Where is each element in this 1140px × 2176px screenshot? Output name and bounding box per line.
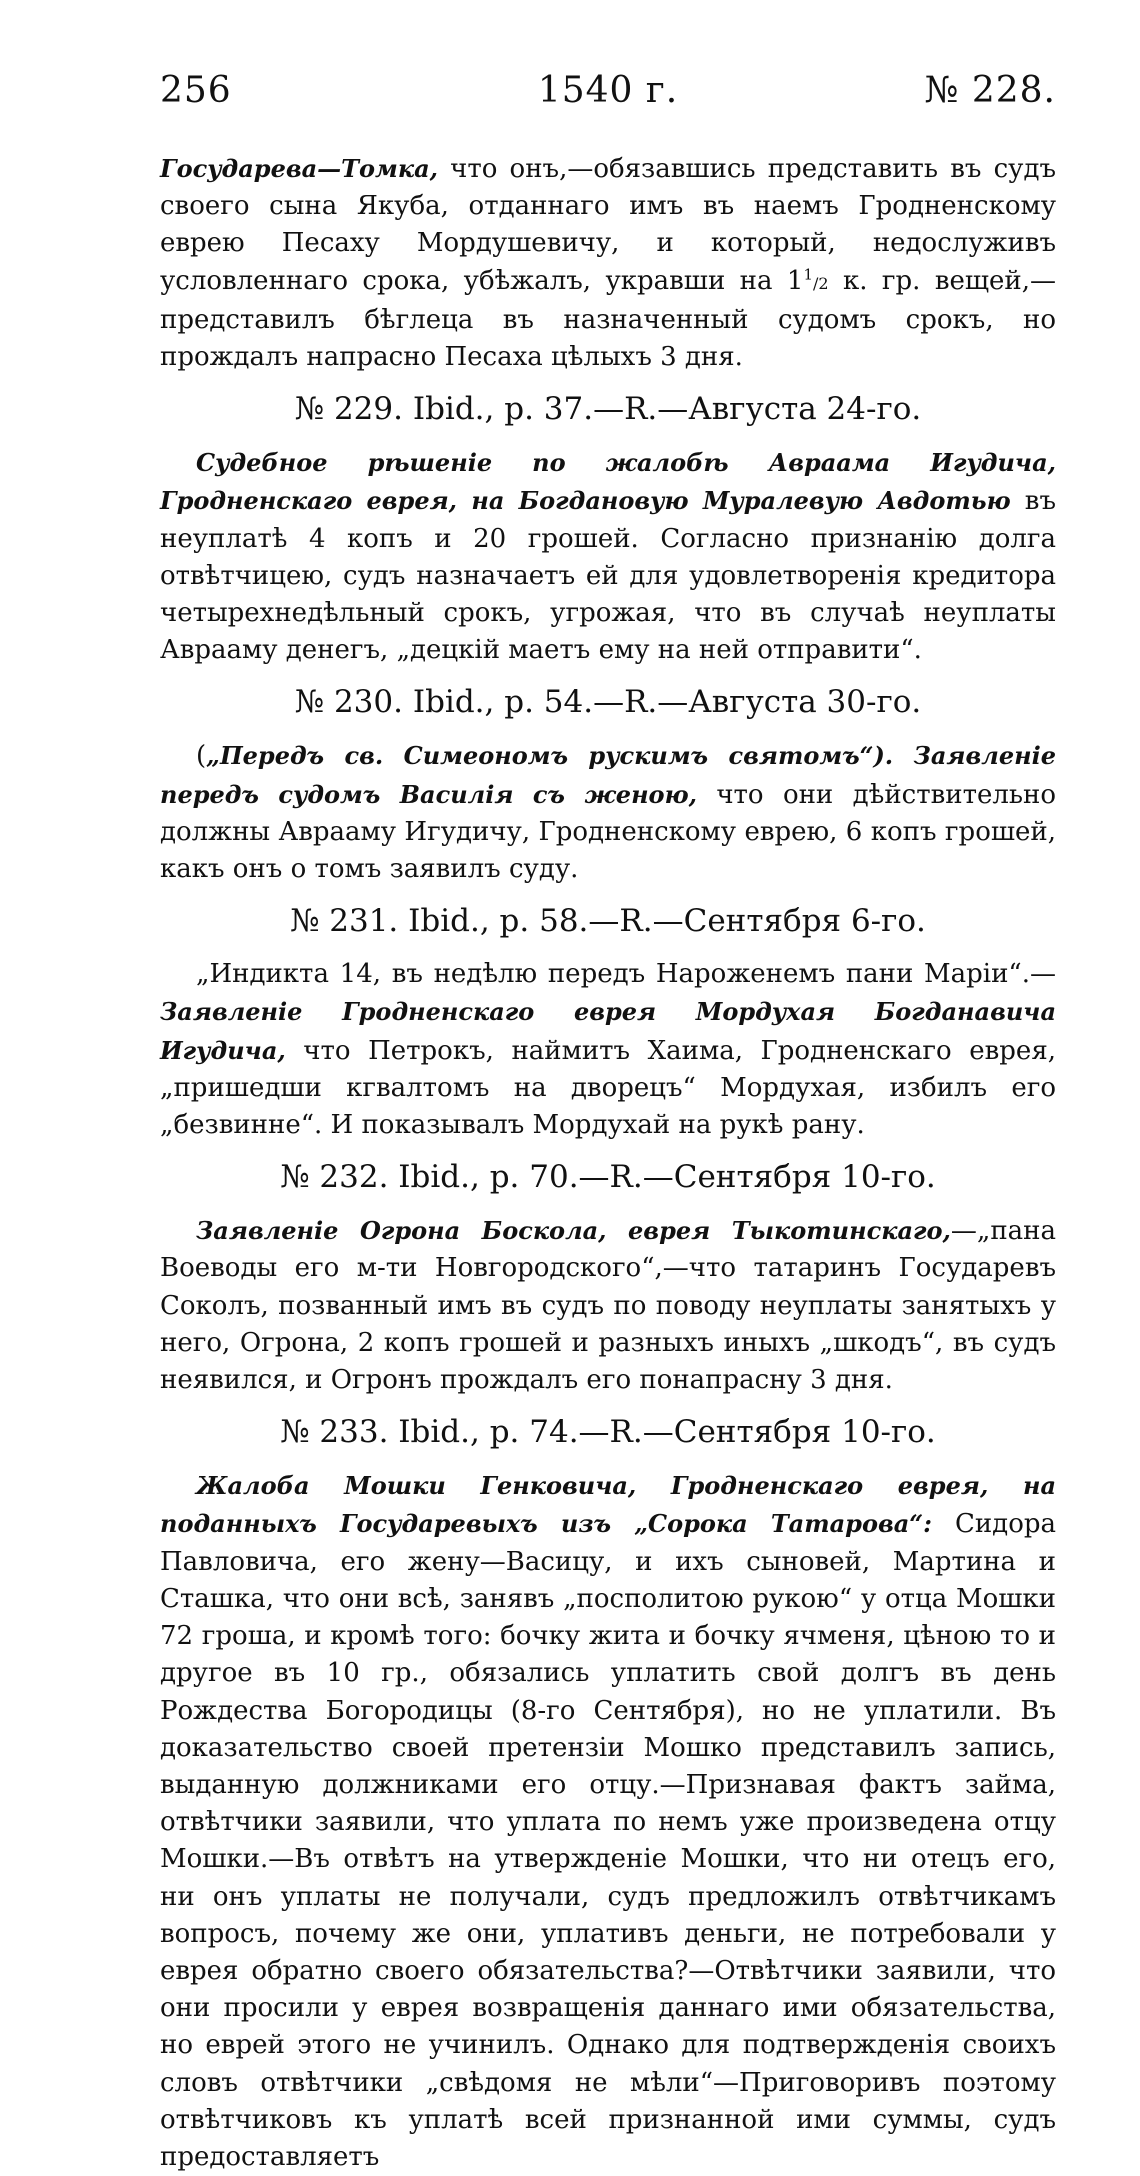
entry-body: —„пана Воеводы его м-ти Новгородского“,—что татаринъ Государевъ Соколъ, позванный имъ въ судъ по поводу неуплаты занятыхъ у него, Огрона, 2 копъ грошей и разныхъ иныхъ „шкодъ“, въ судъ неявился, и Огронъ прождалъ его понапрасну 3 дня.	[160, 1216, 1056, 1396]
page-number: 256	[160, 70, 232, 111]
entry-heading-230: № 230. Ibid., р. 54.—R.—Августа 30-го.	[294, 684, 922, 721]
entry-text-230	[160, 737, 1056, 888]
entry-heading-233: № 233. Ibid., р. 74.—R.—Сентября 10-го.	[280, 1414, 936, 1451]
entry-heading-231: № 231. Ibid., р. 58.—R.—Сентября 6-го.	[290, 903, 926, 940]
paragraph-text: к. гр. вещей,—представилъ бѣглеца въ назначенный судомъ срокъ, но прождалъ напрасно Песаха цѣлыхъ 3 дня.	[160, 265, 1056, 373]
entry-heading-232: № 232. Ibid., р. 70.—R.—Сентября 10-го.	[280, 1159, 936, 1196]
fraction-numerator: 1	[803, 264, 813, 283]
entry-body: Сидора Павловича, его жену—Васицу, и ихъ сыновей, Мартина и Сташка, что они всѣ, занявъ „посполитою рукою“ у отца Мошки 72 гроша, и кромѣ того: бочку жита и бочку ячменя, цѣною то и другое въ 10 гр., обязались уплатить свой долгъ въ день Рождества Богородицы (8-го Сентября), но не уплатили. Въ доказательство своей претензіи Мошко представилъ запись, выданную должниками его отцу.—Признавая фактъ займа, отвѣтчики заявили, что уплата по немъ уже произведена отцу Мошки.—Въ отвѣтъ на утвержденіе Мошки, что ни отецъ его, ни онъ уплаты не получали, судъ предложилъ отвѣтчикамъ вопросъ, почему же они, уплативъ деньги, не потребовали у еврея обратно своего обязательства?—Отвѣтчики заявили, что они просили у еврея возвращенія даннаго ими обязательства, но еврей этого не учинилъ. Однако для подтвержденія своихъ словъ отвѣтчики „свѣдомя не мѣли“—Приговоривъ поэтому отвѣтчиковъ къ уплатѣ всей признанной ими суммы, судъ предоставляетъ	[160, 1509, 1056, 2172]
running-header	[160, 70, 1056, 130]
entry-heading-229: № 229. Ibid., р. 37.—R.—Августа 24-го.	[294, 391, 922, 428]
entry-text-229	[160, 444, 1056, 669]
document-number: № 228.	[924, 70, 1056, 111]
italic-lead: Государева—Томка,	[160, 154, 438, 183]
continuation-paragraph	[160, 150, 1056, 376]
entry-body: въ неуплатѣ 4 копъ и 20 грошей. Согласно признанію долга отвѣтчицею, судъ назначаетъ ей для удовлетворенія кредитора четырехнедѣльный срокъ, угрожая, что въ случаѣ неуплаты Аврааму денегъ, „децкій маетъ ему на ней отправити“.	[160, 486, 1056, 666]
entry-summary-italic: Заявленіе Гродненскаго еврея Мордухая Богданавича Игудича,	[160, 997, 1056, 1065]
year-heading: 1540 г.	[537, 70, 679, 111]
page-body	[160, 150, 1056, 2176]
paragraph-text: что онъ,—обязавшись представить въ судъ своего сына Якуба, отданнаго имъ въ наемъ Гродненскому еврею Песаху Мордушевичу, и который, недослуживъ условленнаго срока, убѣжалъ, укравши на 1	[160, 154, 1056, 296]
entry-summary-italic: Заявленіе Огрона Боскола, еврея Тыкотинскаго,	[196, 1216, 951, 1246]
entry-summary-italic: „Передъ св. Симеономъ рускимъ святомъ“). Заявленіе передъ судомъ Василія съ женою,	[160, 741, 1056, 809]
entry-prefix: (	[196, 741, 207, 772]
entry-body: что они дѣйствительно должны Аврааму Игудичу, Гродненскому еврею, 6 копъ грошей, какъ онъ о томъ заявилъ суду.	[160, 779, 1056, 885]
entry-text-233	[160, 1467, 1056, 2176]
entry-text-232	[160, 1212, 1056, 1399]
entry-text-231	[160, 956, 1056, 1144]
entry-summary-italic: Жалоба Мошки Генковича, Гродненскаго еврея, на поданныхъ Государевыхъ изъ „Сорока Татарова“:	[160, 1471, 1056, 1539]
entry-summary-italic: Судебное рѣшеніе по жалобѣ Авраама Игудича, Гродненскаго еврея, на Богдановую Муралевую Авдотью	[160, 448, 1056, 516]
entry-body: что Петрокъ, наймитъ Хаима, Гродненскаго еврея, „пришедши кгвалтомъ на дворецъ“ Мордухая, избилъ его „безвинне“. И показывалъ Мордухай на рукѣ рану.	[160, 1035, 1056, 1141]
entry-prefix: „Индикта 14, въ недѣлю передъ Нароженемъ пани Маріи“.—	[196, 959, 1056, 990]
fraction-denominator: /2	[813, 273, 829, 293]
